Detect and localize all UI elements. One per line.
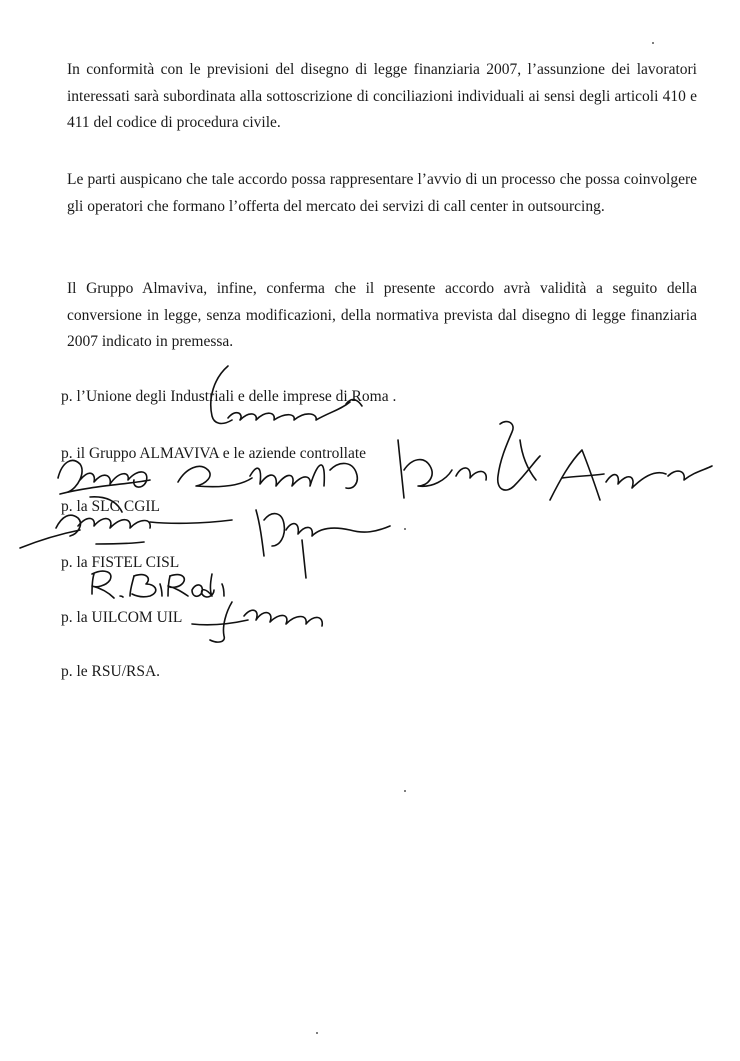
signature-almaviva-1 <box>58 460 150 494</box>
paragraph-conciliazioni: In conformità con le previsioni del disegno di legge finanziaria 2007, l’assunzione dei lavoratori interessati sarà subordinata alla sottoscrizione di conciliazioni individuali ai sensi degli articoli 410 e 411 del codice di procedura civile. <box>67 61 697 131</box>
signatory-gruppo-almaviva: p. il Gruppo ALMAVIVA e le aziende controllate <box>61 445 367 462</box>
signature-almaviva-3 <box>398 422 540 498</box>
signature-almaviva-2 <box>178 463 357 488</box>
signature-almaviva-4 <box>550 450 712 500</box>
scan-speck <box>404 790 406 792</box>
paragraph-validita: Il Gruppo Almaviva, infine, conferma che il presente accordo avrà validità a seguito della conversione in legge, senza modificazioni, della normativa prevista dal disegno di legge finanziaria 2007 indicato in premessa. <box>67 280 697 350</box>
signatory-slc-cgil: p. la SLC CGIL <box>61 498 161 515</box>
stray-pen-stroke <box>302 540 306 578</box>
signatory-uilcom-uil: p. la UILCOM UIL <box>61 609 183 626</box>
signatory-unione-industriali: p. l’Unione degli Industriali e delle imprese di Roma . <box>61 388 397 405</box>
scan-speck <box>404 528 406 530</box>
signatory-rsu-rsa: p. le RSU/RSA. <box>61 663 161 680</box>
signatory-fistel-cisl: p. la FISTEL CISL <box>61 554 180 571</box>
paragraph-auspicio: Le parti auspicano che tale accordo possa rappresentare l’avvio di un processo che possa coinvolgere gli operatori che formano l’offerta del mercato dei servizi di call center in outsourcing. <box>67 171 697 215</box>
scan-speck <box>652 42 654 44</box>
signature-uilcom-uil <box>192 602 322 642</box>
scan-speck <box>316 1032 318 1034</box>
signature-fistel-cisl <box>92 571 224 598</box>
